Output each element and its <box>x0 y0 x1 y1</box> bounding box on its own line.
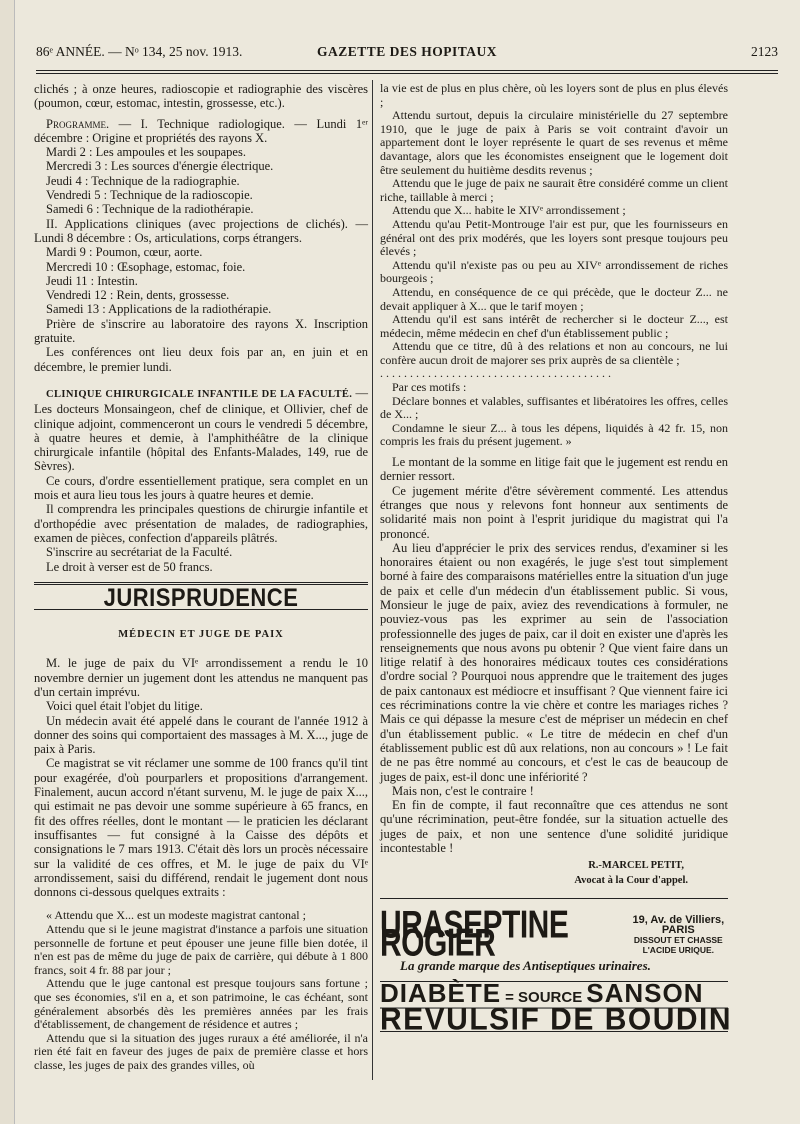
article-paragraph: Au lieu d'apprécier le prix des services rendus, d'examiner si les honoraires étaient ou non exagérés, le juge s'est tout simplement borné à faire des comparaisons matérielles entre la situation d'un juge de paix et celle d'un médecin d'un établissement public. Si vous, Monsieur le juge de paix, aviez des revendications à formuler, ne pouviez-vous pas les exprimer au sein de l'association professionnelle des juges de paix, car il doit en exister une d'après les renseignements que nous avons pu obtenir ? Que vient faire dans un litige relatif à des honoraires médicaux toutes ces considérations d'ordre social ? Pourquoi nous apprendre que le traitement des juges de paix cantonaux est médiocre et insuffisant ? Que viennent faire ici ces récriminations contre la vie chère et contre les mariages riches ? Mais ce qui dépasse la mesure c'est de mépriser un médecin en chef d'un établissement public. « Le titre de médecin en chef d'un établissement public est dû aux relations, non au concours » ! Le fait de ne pas être nommé au concours, et c'est le cas de beaucoup de juges de paix, est-il donc une infériorité ? <box>380 540 728 784</box>
page-edge <box>0 0 15 1124</box>
article-paragraph: M. le juge de paix du VIᵉ arrondissement a rendu le 10 novembre dernier un jugement dont les attendus ne manquent pas d'un certain imprévu. <box>34 656 368 699</box>
conferences-paragraph: Les conférences ont lieu deux fois par an, en juin et en décembre, le premier lundi. <box>34 345 368 374</box>
ad-sanson: SANSON <box>586 978 704 1009</box>
author-signature: R.-MARCEL PETIT, <box>588 860 684 872</box>
clinique-title: CLINIQUE CHIRURGICALE INFANTILE DE LA FACULTÉ. <box>46 388 353 400</box>
ad-address-line: 19, Av. de Villiers, PARIS <box>632 913 725 936</box>
quote-paragraph: Condamne le sieur Z... à tous les dépens, liquidés à 42 fr. 15, non compris les frais du présent jugement. » <box>380 420 728 449</box>
ad-address <box>629 915 728 955</box>
list-item: Jeudi 4 : Technique de la radiographie. <box>46 173 240 188</box>
quote-paragraph: Déclare bonnes et valables, suffisantes et libératoires les offres, celles de X... ; <box>380 393 728 422</box>
list-item: Vendredi 5 : Technique de la radioscopie. <box>46 188 253 203</box>
quote-paragraph: Attendu qu'il est sans intérêt de rechercher si le docteur Z..., est médecin, même médecin en chef d'un établissement public ; <box>380 312 728 340</box>
ad-claim-line: L'ACIDE URIQUE. <box>642 944 715 955</box>
list-item: Jeudi 11 : Intestin. <box>46 273 138 288</box>
cours-paragraph: Ce cours, d'ordre essentiellement pratique, sera complet en un mois et aura lieu tous les jours à quatre heures et demie. <box>34 473 368 503</box>
list-item: Mardi 9 : Poumon, cœur, aorte. <box>46 245 203 260</box>
quote-paragraph: Par ces motifs : <box>392 380 467 395</box>
revulsif-ad: REVULSIF DE BOUDIN <box>380 1001 733 1037</box>
programme-list-2 <box>34 245 368 316</box>
quote-paragraph: Attendu que le juge de paix ne saurait être considéré comme un client riche, taillable à merci ; <box>380 176 728 204</box>
list-item: Samedi 6 : Technique de la radiothérapie. <box>46 202 254 217</box>
article-paragraph: Le montant de la somme en litige fait que le jugement est rendu en dernier ressort. <box>380 455 728 484</box>
programme-paragraph <box>34 117 368 146</box>
quote-paragraph: Attendu qu'au Petit-Montrouge l'air est pur, que les fournisseurs en général ont des prix modérés, que les loyers sont presque toujours peu élevés ; <box>380 216 728 259</box>
ad-tagline: La grande marque des Antiseptiques urinaires. <box>400 957 651 973</box>
priere-paragraph: Prière de s'inscrire au laboratoire des rayons X. Inscription gratuite. <box>34 316 368 346</box>
section-heading: JURISPRUDENCE <box>103 582 299 612</box>
ad-claim-line: DISSOUT ET CHASSE <box>633 934 723 945</box>
quote-paragraph: Attendu surtout, depuis la circulaire ministérielle du 27 septembre 1910, que le juge de paix à Paris se voit contraint d'avoir un appartement dont le loyer représente le quart de ses revenus et même davantage, alors que les économistes enseignent que le logement doit être seulement du huitième desdits revenus ; <box>380 108 728 177</box>
page-header <box>36 44 778 66</box>
part2-paragraph: II. Applications cliniques (avec projections de clichés). — Lundi 8 décembre : Os, articulations, corps étrangers. <box>34 216 368 245</box>
article-paragraph: Mais non, c'est le contraire ! <box>392 783 534 798</box>
clinique-paragraph <box>34 386 368 474</box>
judgment-quote-cont <box>380 82 728 449</box>
list-item: Mardi 2 : Les ampoules et les soupapes. <box>46 145 246 160</box>
article-paragraph: Ce magistrat se vit réclamer une somme de 100 francs qu'il tint pour exagérée, d'où pourparlers et propositions d'arrangement. Finalement, aucun accord n'étant survenu, M. le juge de paix X..., qui estimait ne pas devoir une somme supérieure à 65 francs, en fit des offres réelles, dont le montant — le praticien les déclarant insuffisantes — fut consigné à la Caisse des dépôts et consignations le 7 mars 1913. C'était dès lors un procès nécessaire sur la validité de ces offres, et M. le juge de paix du VIᵉ arrondissement, saisi du différend, rendait le jugement dont nous donnons ci-dessous quelques extraits : <box>34 756 368 900</box>
quote-paragraph: Attendu que ce titre, dû à des relations et non au concours, ne lui confère aucun droit de majorer ses prix auprès de sa clientèle ; <box>380 339 728 367</box>
quote-paragraph: « Attendu que X... est un modeste magistrat cantonal ; <box>46 908 306 923</box>
list-item: Samedi 13 : Applications de la radiothérapie. <box>46 302 272 317</box>
list-item: Vendredi 12 : Rein, dents, grossesse. <box>46 288 230 303</box>
programme-text: — I. Technique radiologique. — Lundi 1ᵉʳ décembre : Origine et propriétés des rayons X. <box>34 116 368 145</box>
advertisements <box>380 898 733 1037</box>
ellipsis-row: . . . . . . . . . . . . . . . . . . . . . . . . . . . . . . . . . . . . . . . <box>380 367 611 381</box>
ad-diabete: DIABÈTE <box>380 978 502 1009</box>
header-rule <box>36 70 778 71</box>
programme-list-1 <box>34 145 368 216</box>
droit-paragraph: Le droit à verser est de 50 francs. <box>46 559 213 574</box>
list-item: Mercredi 10 : Œsophage, estomac, foie. <box>46 259 246 274</box>
ad-source: = SOURCE <box>505 989 583 1007</box>
inscrire-paragraph: S'inscrire au secrétariat de la Faculté. <box>46 545 233 560</box>
judgment-quote <box>34 909 368 1072</box>
clinique-text: — Les docteurs Monsaingeon, chef de clinique, et Ollivier, chef de clinique adjoint, commenceront un cours le vendredi 5 décembre, à quatre heures et demie, à l'amphithéâtre de la clinique chirurgicale infantile (hôpital des Enfants-Malades, 149, rue de Sèvres). <box>34 385 369 474</box>
article-paragraph: Un médecin avait été appelé dans le courant de l'année 1912 à donner des soins qui comportaient des massages à M. X..., juge de paix à Paris. <box>34 713 368 757</box>
page-number: 2123 <box>751 44 778 59</box>
article-paragraph: En fin de compte, il faut reconnaître que ces attendus ne sont qu'une récrimination, peut-être fondée, sur la situation actuelle des juges de paix, et non une sentence d'une solidité juridique incontestable ! <box>380 798 728 856</box>
quote-paragraph: Attendu que si la situation des juges ruraux a été améliorée, il n'a rien été fait en faveur des juges de paix de première classe et hors classe, les juges de paix des grandes villes, où <box>34 1030 368 1072</box>
quote-paragraph: Attendu, en conséquence de ce qui précède, que le docteur Z... ne devait appliquer à X... que le tarif moyen ; <box>380 284 728 313</box>
author-title: Avocat à la Cour d'appel. <box>574 874 688 886</box>
header-rule-2 <box>36 73 778 74</box>
list-item: Mercredi 3 : Les sources d'énergie électrique. <box>46 159 274 174</box>
programme-label: Programme. <box>46 116 110 131</box>
issue-info: 86ᵉ ANNÉE. — Nᵒ 134, 25 nov. 1913. <box>36 44 243 59</box>
ad-brand: URASEPTINE ROGIER <box>380 903 569 965</box>
comprendra-paragraph: Il comprendra les principales questions de chirurgie infantile et d'orthopédie avec présentation de malades, de radiographies, examen de pièces, confection d'appareils plâtrés. <box>34 502 368 545</box>
quote-paragraph: Attendu qu'il n'existe pas ou peu au XIVᵉ arrondissement de riches bourgeois ; <box>380 257 728 286</box>
article-paragraph: Ce jugement mérite d'être sévèrement commenté. Les attendus étranges que nous y relevons font honneur aux sentiments de solidarité mais non point à l'esprit juridique du magistrat qui l'a prononcé. <box>380 483 728 541</box>
intro-paragraph: clichés ; à onze heures, radioscopie et radiographie des viscères (poumon, cœur, estomac, intestin, grossesse, etc.). <box>34 82 368 111</box>
quote-paragraph: Attendu que si le jeune magistrat d'instance a parfois une situation personnelle de fortune et peut épouser une jeune fille bien dotée, il n'en est pas de même du juge de paix de carrière, qui débute à 1 800 francs, soit 4 fr. 88 par jour ; <box>34 922 368 977</box>
journal-title: GAZETTE DES HOPITAUX <box>316 44 498 59</box>
article-title: MÉDECIN ET JUGE DE PAIX <box>118 629 284 641</box>
article-paragraph: Voici quel était l'objet du litige. <box>46 699 203 714</box>
column-separator <box>372 80 373 1080</box>
right-column <box>380 81 733 1037</box>
quote-paragraph: Attendu que le juge cantonal est presque toujours sans fortune ; que ses économies, s'il en a, et son patrimoine, le cas échéant, sont généralement absorbés dès les premières années par les frais d'établissement, de changement de résidence et autres ; <box>34 976 368 1032</box>
quote-paragraph: Attendu que X... habite le XIVᵉ arrondissement ; <box>392 203 626 218</box>
quote-paragraph: la vie est de plus en plus chère, où les loyers sont de plus en plus élevés ; <box>380 81 728 109</box>
left-column <box>34 82 368 1073</box>
